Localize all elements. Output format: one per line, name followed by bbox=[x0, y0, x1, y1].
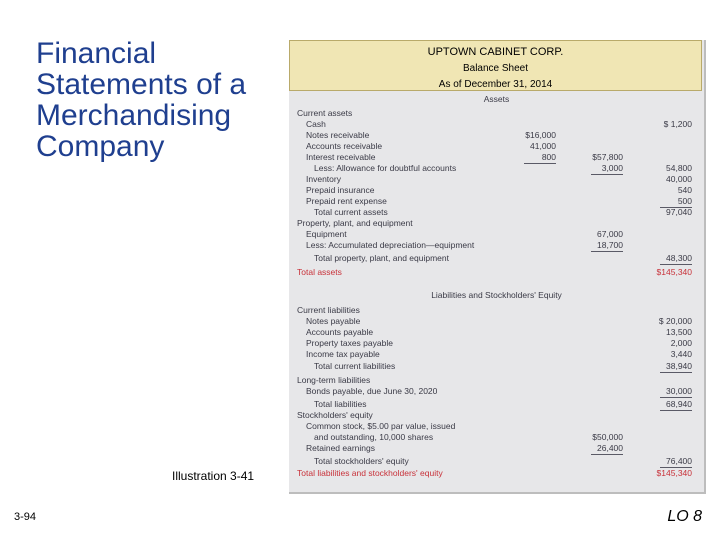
statement-amount: 30,000 bbox=[666, 386, 692, 396]
statement-row-label: Interest receivable bbox=[306, 152, 376, 162]
statement-amount: $ 1,200 bbox=[663, 119, 692, 129]
statement-row-label: Cash bbox=[306, 119, 326, 129]
slide-number: 3-94 bbox=[14, 511, 37, 523]
liabilities-equity-heading: Liabilities and Stockholders' Equity bbox=[431, 290, 562, 300]
statement-amount: 40,000 bbox=[666, 174, 692, 184]
statement-amount: 67,000 bbox=[597, 229, 623, 239]
statement-amount: 41,000 bbox=[530, 141, 556, 151]
total-rule bbox=[524, 163, 556, 164]
statement-row-label: Current liabilities bbox=[297, 305, 360, 315]
statement-amount: $16,000 bbox=[525, 130, 556, 140]
statement-row-label: Retained earnings bbox=[306, 443, 375, 453]
statement-row-label: Total liabilities and stockholders' equity bbox=[297, 468, 443, 478]
total-rule bbox=[591, 454, 623, 455]
assets-heading: Assets bbox=[483, 94, 510, 104]
statement-row-label: Accounts receivable bbox=[306, 141, 383, 151]
statement-row-label: Total property, plant, and equipment bbox=[314, 253, 449, 263]
statement-row-label: Total assets bbox=[297, 267, 342, 277]
statement-amount: 500 bbox=[677, 196, 692, 206]
total-rule bbox=[660, 410, 692, 411]
statement-row-label: Notes payable bbox=[306, 316, 361, 326]
statement-amount: 38,940 bbox=[666, 361, 692, 371]
statement-row-label: Total current assets bbox=[314, 207, 388, 217]
statement-row-label: Equipment bbox=[306, 229, 347, 239]
statement-row-label: Less: Allowance for doubtful accounts bbox=[314, 163, 457, 173]
illustration-label: Illustration 3-41 bbox=[172, 469, 255, 483]
total-rule bbox=[660, 372, 692, 373]
statement-row-label: Inventory bbox=[306, 174, 341, 184]
statement-amount: $57,800 bbox=[592, 152, 623, 162]
statement-row-label: Prepaid rent expense bbox=[306, 196, 387, 206]
statement-amount: 800 bbox=[541, 152, 556, 162]
total-rule bbox=[591, 251, 623, 252]
statement-row-label: Bonds payable, due June 30, 2020 bbox=[306, 386, 438, 396]
statement-row-label: Current assets bbox=[297, 108, 353, 118]
statement-amount: 2,000 bbox=[670, 338, 692, 348]
statement-row-label: Less: Accumulated depreciation—equipment bbox=[306, 240, 475, 250]
company-name: UPTOWN CABINET CORP. bbox=[427, 46, 564, 58]
statement-amount: 3,440 bbox=[670, 349, 692, 359]
statement-row-label: Total stockholders' equity bbox=[314, 456, 409, 466]
statement-name: Balance Sheet bbox=[462, 63, 529, 74]
statement-amount: 540 bbox=[677, 185, 692, 195]
statement-row-label: Income tax payable bbox=[306, 349, 380, 359]
statement-amount: $145,340 bbox=[656, 267, 692, 277]
statement-amount: $ 20,000 bbox=[658, 316, 692, 326]
statement-row-label: Property taxes payable bbox=[306, 338, 393, 348]
statement-row-label: Property, plant, and equipment bbox=[297, 218, 413, 228]
statement-amount: 13,500 bbox=[666, 327, 692, 337]
statement-amount: 76,400 bbox=[666, 456, 692, 466]
statement-row-label: Long-term liabilities bbox=[297, 375, 371, 385]
statement-amount: $145,340 bbox=[656, 468, 692, 478]
learning-objective: LO 8 bbox=[667, 508, 702, 525]
statement-amount: 26,400 bbox=[597, 443, 623, 453]
statement-row-label: Stockholders' equity bbox=[297, 410, 373, 420]
statement-row-label: Prepaid insurance bbox=[306, 185, 375, 195]
statement-amount: 54,800 bbox=[666, 163, 692, 173]
statement-amount: 18,700 bbox=[597, 240, 623, 250]
statement-row-label: Notes receivable bbox=[306, 130, 370, 140]
slide-title: Financial Statements of a Merchandising Company bbox=[36, 37, 247, 163]
statement-date: As of December 31, 2014 bbox=[438, 79, 553, 90]
statement-row-label: Total liabilities bbox=[314, 399, 367, 409]
statement-amount: 3,000 bbox=[601, 163, 623, 173]
statement-row-label: and outstanding, 10,000 shares bbox=[314, 432, 434, 442]
statement-row-label: Accounts payable bbox=[306, 327, 374, 337]
statement-amount: 68,940 bbox=[666, 399, 692, 409]
total-rule bbox=[660, 264, 692, 265]
statement-amount: 48,300 bbox=[666, 253, 692, 263]
statement-header bbox=[289, 40, 702, 91]
statement-amount: $50,000 bbox=[592, 432, 623, 442]
total-rule bbox=[591, 174, 623, 175]
total-rule bbox=[660, 397, 692, 398]
statement-amount: 97,040 bbox=[666, 207, 692, 217]
statement-row-label: Total current liabilities bbox=[314, 361, 396, 371]
statement-row-label: Common stock, $5.00 par value, issued bbox=[306, 421, 456, 431]
